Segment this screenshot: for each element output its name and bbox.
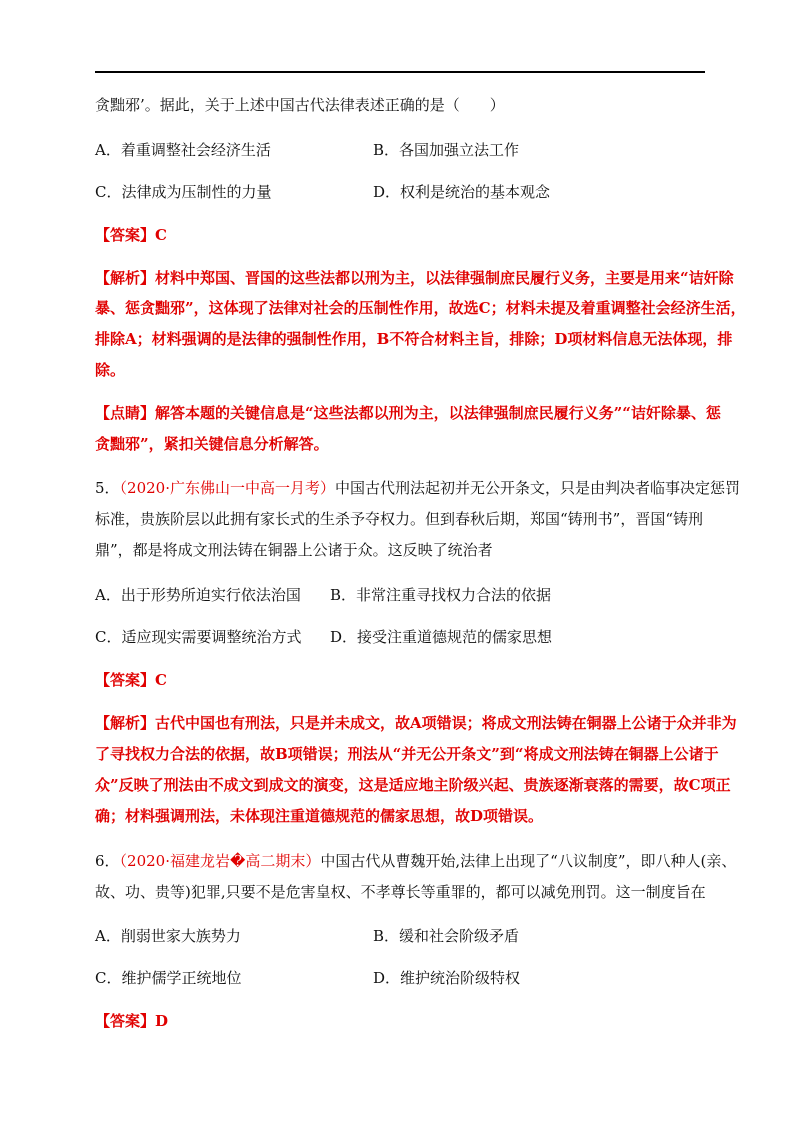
q5-option-d: D．接受注重道德规范的儒家思想: [330, 628, 553, 646]
q5-source: （2020·广东佛山一中高一月考）: [119, 479, 335, 497]
q6-option-d: D．维护统治阶级特权: [373, 969, 521, 987]
q5-stem-line-3: 鼎”，都是将成文刑法铸在铜器上公诸于众。这反映了统治者: [95, 541, 493, 559]
q5-analysis-line-3: 众”反映了刑法由不成文到成文的演变，这是适应地主阶级兴起、贵族逐渐衰落的需要，故C项正: [95, 776, 731, 794]
q5-number: 5．: [95, 479, 120, 497]
q5-analysis-line-1: 【解析】古代中国也有刑法，只是并未成文，故A项错误；将成文刑法铸在铜器上公诸于众并非为: [95, 714, 737, 732]
q5-option-b: B．非常注重寻找权力合法的依据: [330, 586, 552, 604]
q4-analysis-line-2: 暴、惩贪黜邪”，这体现了法律对社会的压制性作用，故选C；材料未提及着重调整社会经济生活，: [95, 299, 746, 317]
q6-stem-text: 中国古代从曹魏开始,法律上出现了“八议制度”，即八种人(亲、: [320, 852, 737, 870]
q5-option-c: C．适应现实需要调整统治方式: [95, 628, 302, 646]
q5-analysis-line-4: 确；材料强调刑法，未体现注重道德规范的儒家思想，故D项错误。: [95, 807, 544, 825]
q4-option-b: B．各国加强立法工作: [373, 141, 520, 159]
q4-analysis-line-1: 【解析】材料中郑国、晋国的这些法都以刑为主，以法律强制庶民履行义务，主要是用来“诘奸除: [95, 269, 734, 287]
q5-analysis-line-2: 了寻找权力合法的依据，故B项错误；刑法从“并无公开条文”到“将成文刑法铸在铜器上公诸于: [95, 745, 719, 763]
q6-stem-line-1: [95, 851, 736, 871]
q5-answer: 【答案】C: [95, 671, 167, 689]
q6-answer: 【答案】D: [95, 1012, 169, 1030]
q6-option-c: C．维护儒学正统地位: [95, 969, 242, 987]
q4-option-a: A．着重调整社会经济生活: [95, 141, 271, 159]
q6-stem-line-2: 故、功、贵等)犯罪,只要不是危害皇权、不孝尊长等重罪的，都可以减免刑罚。这一制度旨在: [95, 883, 706, 901]
q4-analysis-line-3: 排除A；材料强调的是法律的强制性作用，B不符合材料主旨，排除；D项材料信息无法体现，排: [95, 330, 733, 348]
q4-analysis-line-4: 除。: [95, 361, 126, 379]
q6-source: （2020·福建龙岩�高二期末）: [119, 852, 321, 870]
header-rule: [95, 71, 705, 73]
q5-stem-text: 中国古代刑法起初并无公开条文，只是由判决者临事决定惩罚: [335, 479, 741, 497]
q4-tip-line-1: 【点睛】解答本题的关键信息是“这些法都以刑为主，以法律强制庶民履行义务”“诘奸除暴、惩: [95, 404, 721, 422]
q6-option-a: A．削弱世家大族势力: [95, 927, 241, 945]
q4-option-d: D．权利是统治的基本观念: [373, 183, 551, 201]
q6-number: 6．: [95, 852, 120, 870]
q5-stem-line-1: [95, 478, 740, 498]
q6-option-b: B．缓和社会阶级矛盾: [373, 927, 520, 945]
q4-stem: 贪黜邪’。据此，关于上述中国古代法律表述正确的是（ ）: [95, 96, 505, 114]
q4-tip-line-2: 贪黜邪”，紧扣关键信息分析解答。: [95, 435, 329, 453]
q4-option-c: C．法律成为压制性的力量: [95, 183, 272, 201]
q5-option-a: A．出于形势所迫实行依法治国: [95, 586, 301, 604]
q4-answer: 【答案】C: [95, 226, 167, 244]
q5-stem-line-2: 标准，贵族阶层以此拥有家长式的生杀予夺权力。但到春秋后期，郑国“铸刑书”，晋国“铸刑: [95, 510, 704, 528]
